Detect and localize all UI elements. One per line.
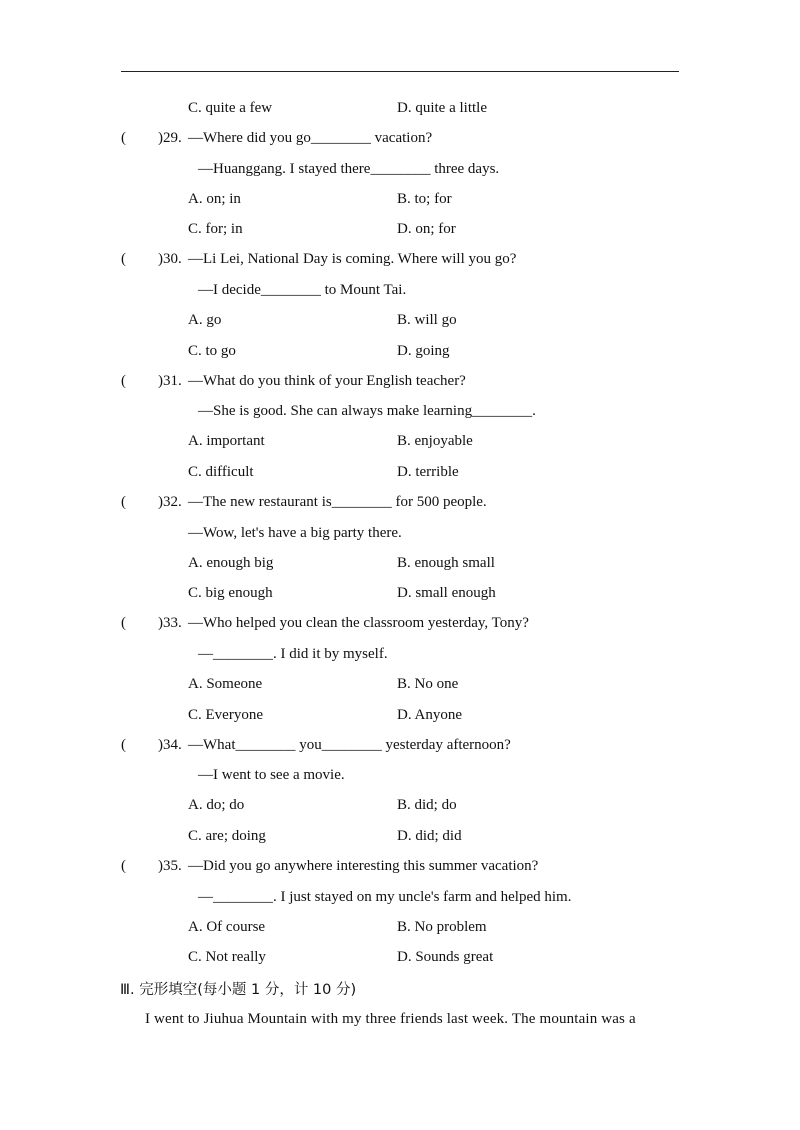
option-a: A. on; in <box>188 191 241 207</box>
option-a: A. Of course <box>188 919 266 935</box>
question-reply: —I went to see a movie. <box>198 767 345 783</box>
question-reply: —She is good. She can always make learning________. <box>198 403 536 419</box>
option-d-q28: D. quite a little <box>397 100 487 116</box>
option-c: C. difficult <box>188 464 254 480</box>
option-d: D. Sounds great <box>397 949 494 965</box>
option-c: C. to go <box>188 343 236 359</box>
option-d: D. small enough <box>397 585 496 601</box>
answer-paren: ( <box>121 130 126 146</box>
option-b: B. did; do <box>397 797 457 813</box>
answer-paren: ( <box>121 615 126 631</box>
question-number: )33. <box>158 615 182 631</box>
option-a: A. important <box>188 433 265 449</box>
question-number: )30. <box>158 251 182 267</box>
question-reply: —________. I just stayed on my uncle's farm and helped him. <box>198 889 572 905</box>
option-c: C. Everyone <box>188 707 263 723</box>
option-d: D. going <box>397 343 450 359</box>
answer-paren: ( <box>121 251 126 267</box>
option-c: C. for; in <box>188 221 243 237</box>
answer-paren: ( <box>121 858 126 874</box>
option-a: A. enough big <box>188 555 274 571</box>
question-prompt: —The new restaurant is________ for 500 people. <box>188 494 487 510</box>
header-rule <box>121 71 679 72</box>
question-prompt: —Li Lei, National Day is coming. Where will you go? <box>188 251 517 267</box>
option-b: B. enjoyable <box>397 433 473 449</box>
question-reply: —________. I did it by myself. <box>198 646 388 662</box>
option-c: C. are; doing <box>188 828 266 844</box>
option-b: B. enough small <box>397 555 495 571</box>
option-c: C. Not really <box>188 949 266 965</box>
option-d: D. terrible <box>397 464 459 480</box>
option-d: D. Anyone <box>397 707 462 723</box>
option-d: D. on; for <box>397 221 456 237</box>
option-c-q28: C. quite a few <box>188 100 273 116</box>
answer-paren: ( <box>121 494 126 510</box>
question-reply: —Wow, let's have a big party there. <box>188 525 402 541</box>
option-b: B. No problem <box>397 919 487 935</box>
question-prompt: —What________ you________ yesterday afternoon? <box>188 737 511 753</box>
question-number: )32. <box>158 494 182 510</box>
question-number: )31. <box>158 373 182 389</box>
answer-paren: ( <box>121 373 126 389</box>
option-b: B. No one <box>397 676 459 692</box>
cloze-passage-text: I went to Jiuhua Mountain with my three friends last week. The mountain was a <box>145 1011 636 1027</box>
question-number: )29. <box>158 130 182 146</box>
option-d: D. did; did <box>397 828 462 844</box>
section-heading: Ⅲ. 完形填空(每小题 1 分，计 10 分) <box>120 982 357 998</box>
option-a: A. Someone <box>188 676 263 692</box>
question-reply: —Huanggang. I stayed there________ three days. <box>198 161 500 177</box>
option-a: A. go <box>188 312 222 328</box>
option-a: A. do; do <box>188 797 245 813</box>
question-number: )34. <box>158 737 182 753</box>
question-prompt: —Who helped you clean the classroom yesterday, Tony? <box>188 615 529 631</box>
question-prompt: —Where did you go________ vacation? <box>188 130 433 146</box>
option-c: C. big enough <box>188 585 273 601</box>
question-prompt: —Did you go anywhere interesting this summer vacation? <box>188 858 539 874</box>
option-b: B. will go <box>397 312 457 328</box>
question-reply: —I decide________ to Mount Tai. <box>198 282 407 298</box>
answer-paren: ( <box>121 737 126 753</box>
question-prompt: —What do you think of your English teacher? <box>188 373 466 389</box>
option-b: B. to; for <box>397 191 452 207</box>
question-number: )35. <box>158 858 182 874</box>
